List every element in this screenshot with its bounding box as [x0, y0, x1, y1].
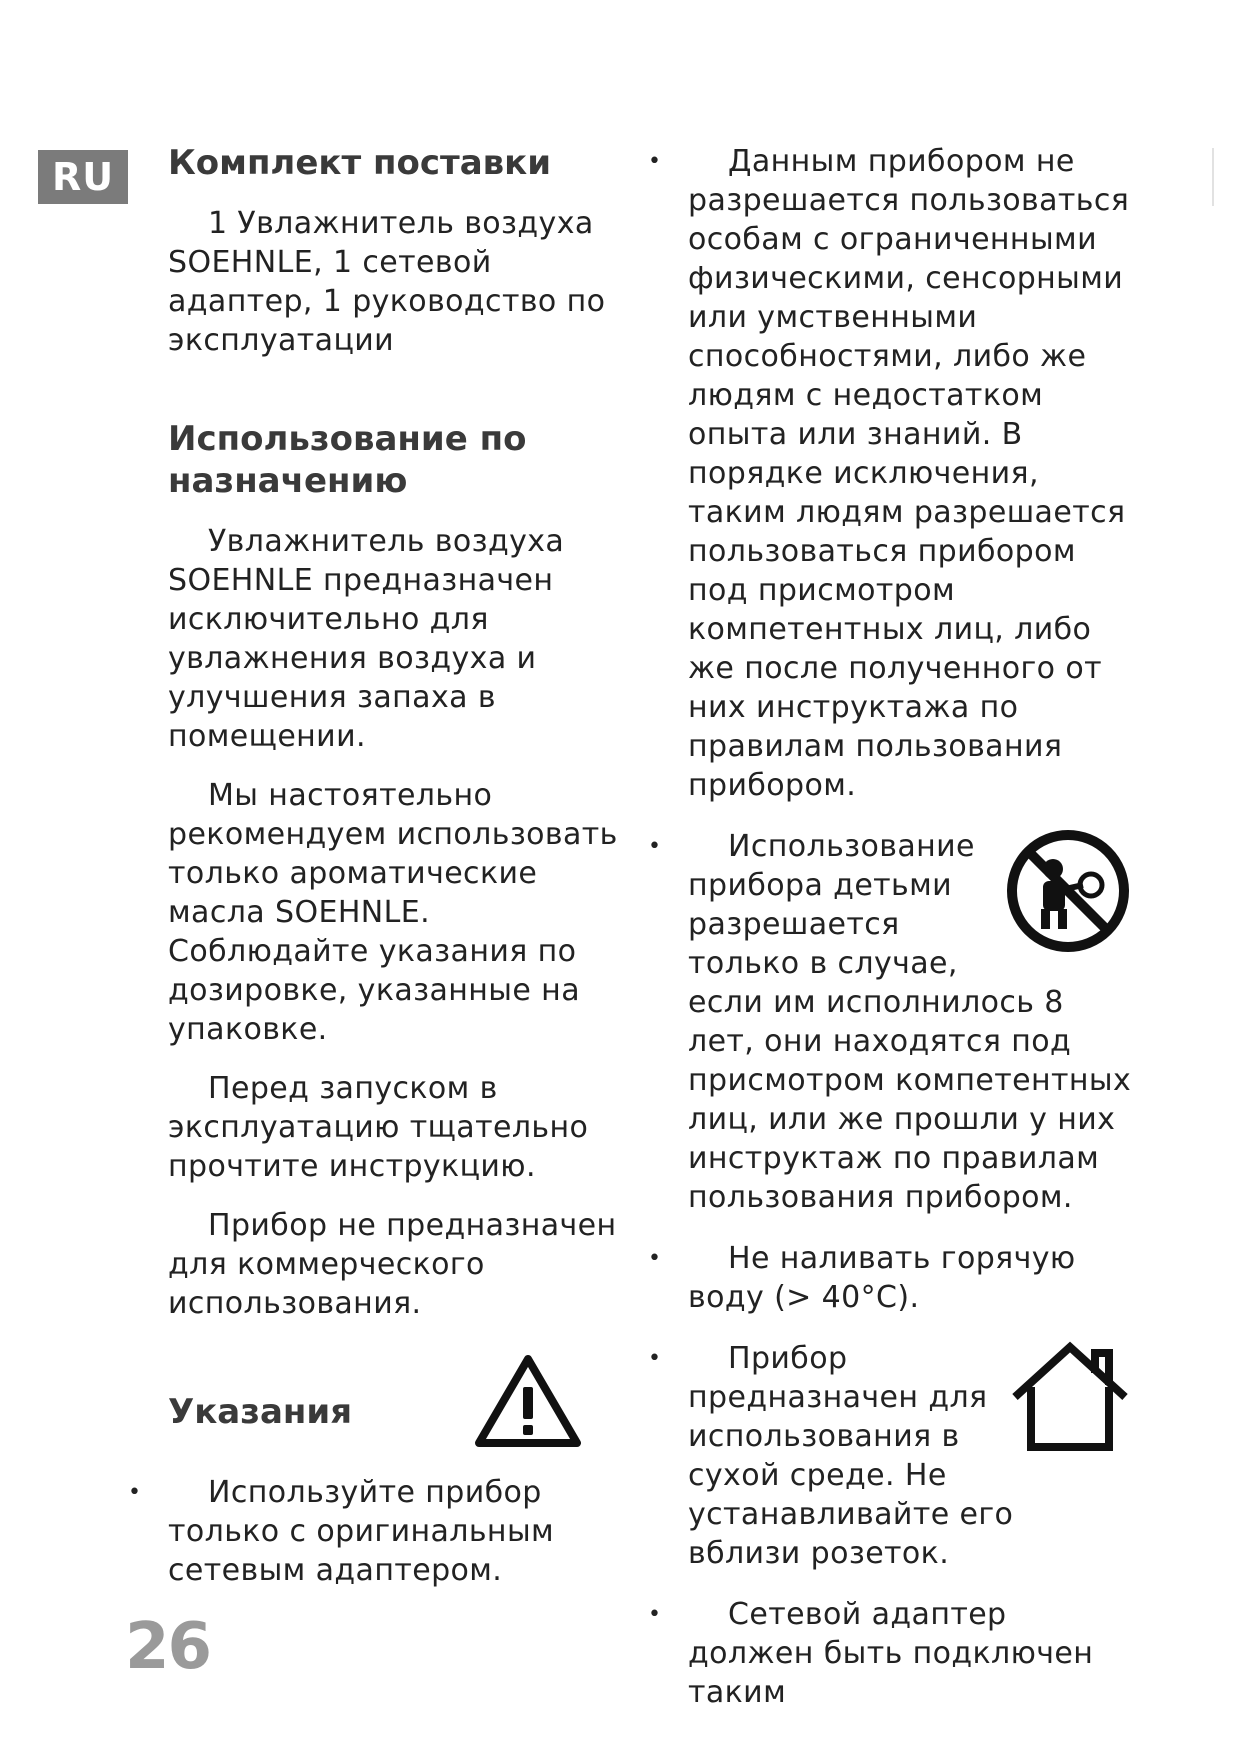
intended-use-paragraph: Мы настоятельно рекомендуем использовать только ароматические масла SOEHNLE. Соблюдайте указания по дозировке, указанные на упаковке.	[168, 778, 618, 1047]
house-indoor-icon	[1007, 1339, 1133, 1455]
notice-text: Не наливать горячую воду (> 40°C).	[688, 1241, 1076, 1315]
notice-bullet	[648, 1595, 1133, 1712]
bullet-dot: •	[648, 834, 661, 859]
margin-rule	[1212, 148, 1214, 206]
no-children-icon	[1003, 827, 1133, 955]
language-badge: RU	[38, 150, 128, 204]
notices-header	[168, 1353, 628, 1453]
notice-text: Используйте прибор только с оригинальным сетевым адаптером.	[168, 1475, 555, 1588]
warning-triangle-icon	[473, 1353, 583, 1449]
bullet-dot: •	[648, 1346, 661, 1371]
bullet-dot: •	[648, 1246, 661, 1271]
notice-bullet	[648, 142, 1133, 805]
notices-heading: Указания	[168, 1392, 353, 1432]
notice-bullet	[128, 1473, 628, 1590]
delivery-heading: Комплект поставки	[168, 143, 552, 183]
notice-text: Сетевой адаптер должен быть подключен таким	[688, 1597, 1094, 1710]
notice-text: Использование прибора детьми разрешается только в случае, если им исполнилось 8 лет, они находятся под присмотром компетентных лиц, или же прошли у них инструктаж по правилам пользования прибором.	[688, 829, 1132, 1215]
intended-use-paragraph: Увлажнитель воздуха SOEHNLE предназначен исключительно для увлажнения воздуха и улучшения запаха в помещении.	[168, 524, 565, 754]
page-number: 26	[125, 1610, 211, 1684]
intended-use-paragraph: Прибор не предназначен для коммерческого использования.	[168, 1208, 617, 1321]
intended-use-heading: Использование по назначению	[168, 419, 527, 501]
delivery-text: 1 Увлажнитель воздуха SOEHNLE, 1 сетевой адаптер, 1 руководство по эксплуатации	[168, 206, 606, 358]
intended-use-paragraph: Перед запуском в эксплуатацию тщательно прочтите инструкцию.	[168, 1071, 589, 1184]
notice-text: Прибор предназначен для использования в сухой среде. Не устанавливайте его вблизи розеток.	[688, 1341, 1014, 1571]
notice-text: Данным прибором не разрешается пользоваться особам с ограниченными физическими, сенсорными или умственными способностями, либо же людям с недостатком опыта или знаний. В порядке исключения, таким людям разрешается пользоваться прибором под присмотром компетентных лиц, либо же после полученного от них инструктажа по правилам пользования прибором.	[688, 144, 1130, 803]
bullet-dot: •	[648, 149, 661, 174]
bullet-dot: •	[128, 1480, 141, 1505]
notice-bullet	[648, 1239, 1133, 1317]
right-column	[648, 142, 1133, 1712]
left-column	[128, 142, 628, 1590]
bullet-dot: •	[648, 1602, 661, 1627]
notice-bullet	[648, 1339, 1133, 1573]
notice-bullet	[648, 827, 1133, 1217]
